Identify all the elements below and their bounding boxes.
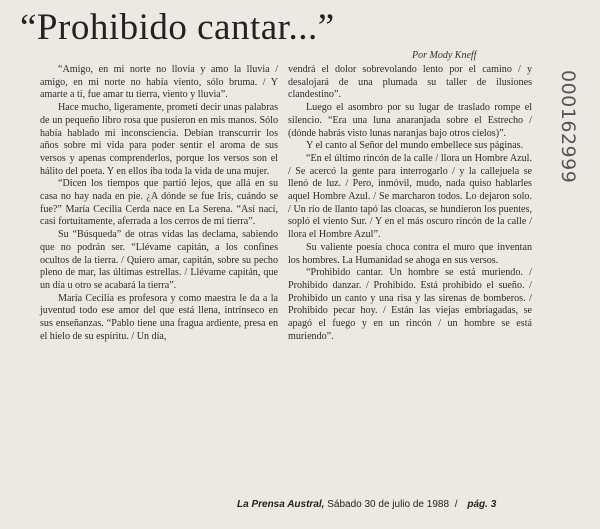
paragraph: Su valiente poesía choca contra el muro que inventan los hombres. La Humanidad se ahoga en sus versos. bbox=[288, 241, 532, 266]
right-column bbox=[288, 64, 532, 343]
paragraph: “Dicen los tiempos que partió lejos, que allá en su casa no hay nada en pie. ¿A dónde se fue Iris, cuándo se fue?” María Cecilia Cerda nace en La Serena. “Así nací, casi fortuitamente, aferrada a los cerros de mi tierra”. bbox=[40, 178, 278, 228]
handwritten-archive-number bbox=[550, 68, 590, 218]
page-footer bbox=[237, 499, 496, 510]
footer-separator: / bbox=[454, 499, 458, 510]
paragraph: Hace mucho, ligeramente, prometí decir unas palabras de un pequeño libro rosa que pusieron en mis manos. Sólo había hablado mi inconsciencia. Debían transcurrir los años sobre mi vida para poder sentir el aroma de sus versos y apenas comprenderlos, porque los versos son el hálito del poeta. Y en ellos iba toda la vida de una mujer. bbox=[40, 102, 278, 177]
paragraph: “Prohibido cantar. Un hombre se está muriendo. / Prohibido danzar. / Prohibido. Está prohibido el sueño. / Prohibido un canto y una risa y las sirenas de bomberos. / Prohibido pecar hoy. / Están las viejas embriagadas, se apagó el fuego y en un rincón / un hombre se está muriendo”. bbox=[288, 267, 532, 342]
paragraph: “En el último rincón de la calle / llora un Hombre Azul. / Se acercó la gente para interrogarlo / y la callejuela se llenó de luz. / Pero, inmóvil, mudo, nada quiso hablarles aquel Hombre Azul. / Se marcharon todos. Lo dejaron solo. / Un río de llanto tapó las cloacas, se hundieron los puentes, sopló el viento Sur. / Y en el más oscuro rincón de la calle / llora el Hombre Azul”. bbox=[288, 152, 532, 241]
article-title: “Prohibido cantar...” bbox=[20, 7, 335, 48]
article-byline: Por Mody Kneff bbox=[412, 50, 477, 61]
paragraph: Y el canto al Señor del mundo embellece sus páginas. bbox=[306, 140, 524, 152]
handwritten-number-text: 000162999 bbox=[557, 70, 579, 184]
paragraph: Luego el asombro por su lugar de traslado rompe el silencio. “Era una luna anaranjada sobre el Estrecho / (dónde habrás visto lunas naranjas bajo otros cielos)”. bbox=[288, 102, 532, 139]
paragraph: vendrá el dolor sobrevolando lento por el camino / y desalojará de una plumada su taller de ilusiones clandestino”. bbox=[288, 64, 532, 101]
paragraph: María Cecilia es profesora y como maestra le da a la juventud todo ese amor del que está llena, intrínseco en sus enseñanzas. “Pablo tiene una fragua ardiente, presa en el hielo de su espíritu. / Un día, bbox=[40, 292, 278, 342]
publication-name: La Prensa Austral, bbox=[237, 499, 325, 510]
page-number: pág. 3 bbox=[467, 499, 497, 510]
paragraph: Su “Búsqueda” de otras vidas las declama, sabiendo que no podrán ser. “Llévame capitán, a los confines ocultos de la tierra. / Quiero amar, capitán, sobre su pecho pleno de mar, las últimas estrellas. / Llévame capitán, que un día u otro se acabará la tierra”. bbox=[40, 229, 278, 291]
paragraph: “Amigo, en mi norte no llovía y amo la lluvia / amigo, en mi norte no había viento, sólo bruma. / Y amarte a tí, fue amar tu tierra, viento y lluvia”. bbox=[40, 64, 278, 101]
publication-date: Sábado 30 de julio de 1988 bbox=[327, 499, 450, 510]
left-column bbox=[40, 64, 278, 343]
